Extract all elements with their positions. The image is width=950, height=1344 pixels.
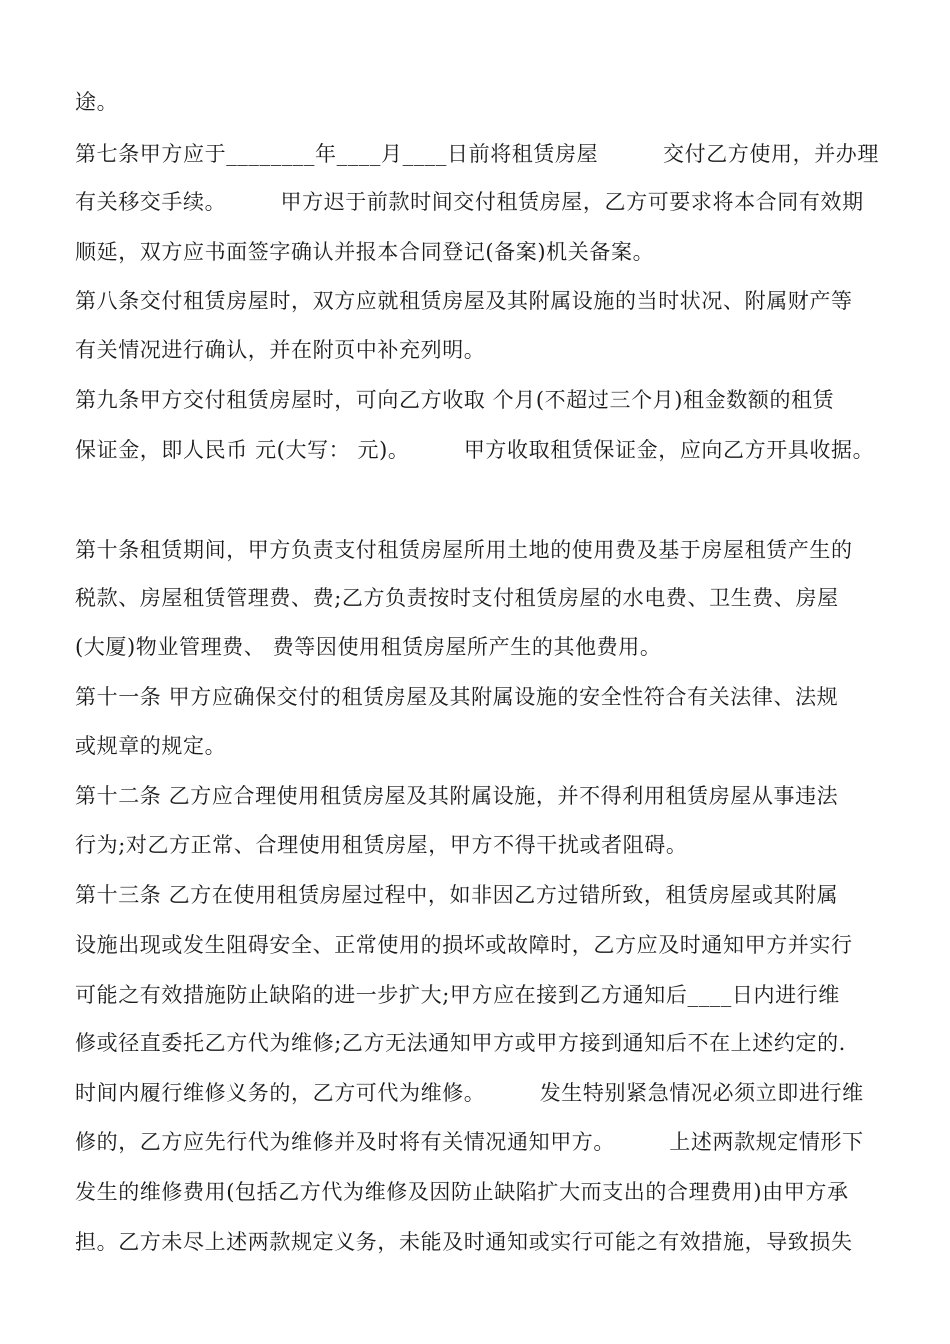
text-line: 第十条租赁期间，甲方负责支付租赁房屋所用土地的使用费及基于房屋租赁产生的 (75, 538, 853, 562)
text-line: 途。 (75, 90, 119, 114)
text-line: 担。乙方未尽上述两款规定义务，未能及时通知或实行可能之有效措施，导致损失 (75, 1230, 853, 1254)
text-line: 修或径直委托乙方代为维修;乙方无法通知甲方或甲方接到通知后不在上述约定的. (75, 1031, 846, 1055)
text-line: 有关移交手续。 甲方迟于前款时间交付租赁房屋，乙方可要求将本合同有效期 (75, 190, 864, 214)
text-line: 第八条交付租赁房屋时，双方应就租赁房屋及其附属设施的当时状况、附属财产等 (75, 289, 853, 313)
text-line: 设施出现或发生阻碍安全、正常使用的损坏或故障时，乙方应及时通知甲方并实行 (75, 933, 853, 957)
text-line: 可能之有效措施防止缺陷的进一步扩大;甲方应在接到乙方通知后____日内进行维 (75, 983, 840, 1007)
text-line: 修的，乙方应先行代为维修并及时将有关情况通知甲方。 上述两款规定情形下 (75, 1130, 864, 1154)
text-line: 第九条甲方交付租赁房屋时，可向乙方收取 个月(不超过三个月)租金数额的租赁 (75, 388, 835, 412)
text-line: 发生的维修费用(包括乙方代为维修及因防止缺陷扩大而支出的合理费用)由甲方承 (75, 1180, 849, 1204)
text-line: 第十一条 甲方应确保交付的租赁房屋及其附属设施的安全性符合有关法律、法规 (75, 685, 839, 709)
text-line: 第七条甲方应于________年____月____日前将租赁房屋 交付乙方使用，并办理 (75, 142, 879, 166)
text-line: 第十三条 乙方在使用租赁房屋过程中，如非因乙方过错所致，租赁房屋或其附属 (75, 883, 839, 907)
text-line: 有关情况进行确认，并在附页中补充列明。 (75, 338, 486, 362)
text-line: 时间内履行维修义务的，乙方可代为维修。 发生特别紧急情况必须立即进行维 (75, 1081, 864, 1105)
text-line: 第十二条 乙方应合理使用租赁房屋及其附属设施，并不得利用租赁房屋从事违法 (75, 784, 839, 808)
text-line: 税款、房屋租赁管理费、费;乙方负责按时支付租赁房屋的水电费、卫生费、房屋 (75, 586, 839, 610)
text-line: (大厦)物业管理费、 费等因使用租赁房屋所产生的其他费用。 (75, 635, 662, 659)
text-line: 行为;对乙方正常、合理使用租赁房屋，甲方不得干扰或者阻碍。 (75, 833, 688, 857)
text-line: 顺延，双方应书面签字确认并报本合同登记(备案)机关备案。 (75, 240, 655, 264)
text-line: 或规章的规定。 (75, 734, 227, 758)
text-line: 保证金，即人民币 元(大写： 元)。 甲方收取租赁保证金，应向乙方开具收据。 (75, 438, 875, 462)
